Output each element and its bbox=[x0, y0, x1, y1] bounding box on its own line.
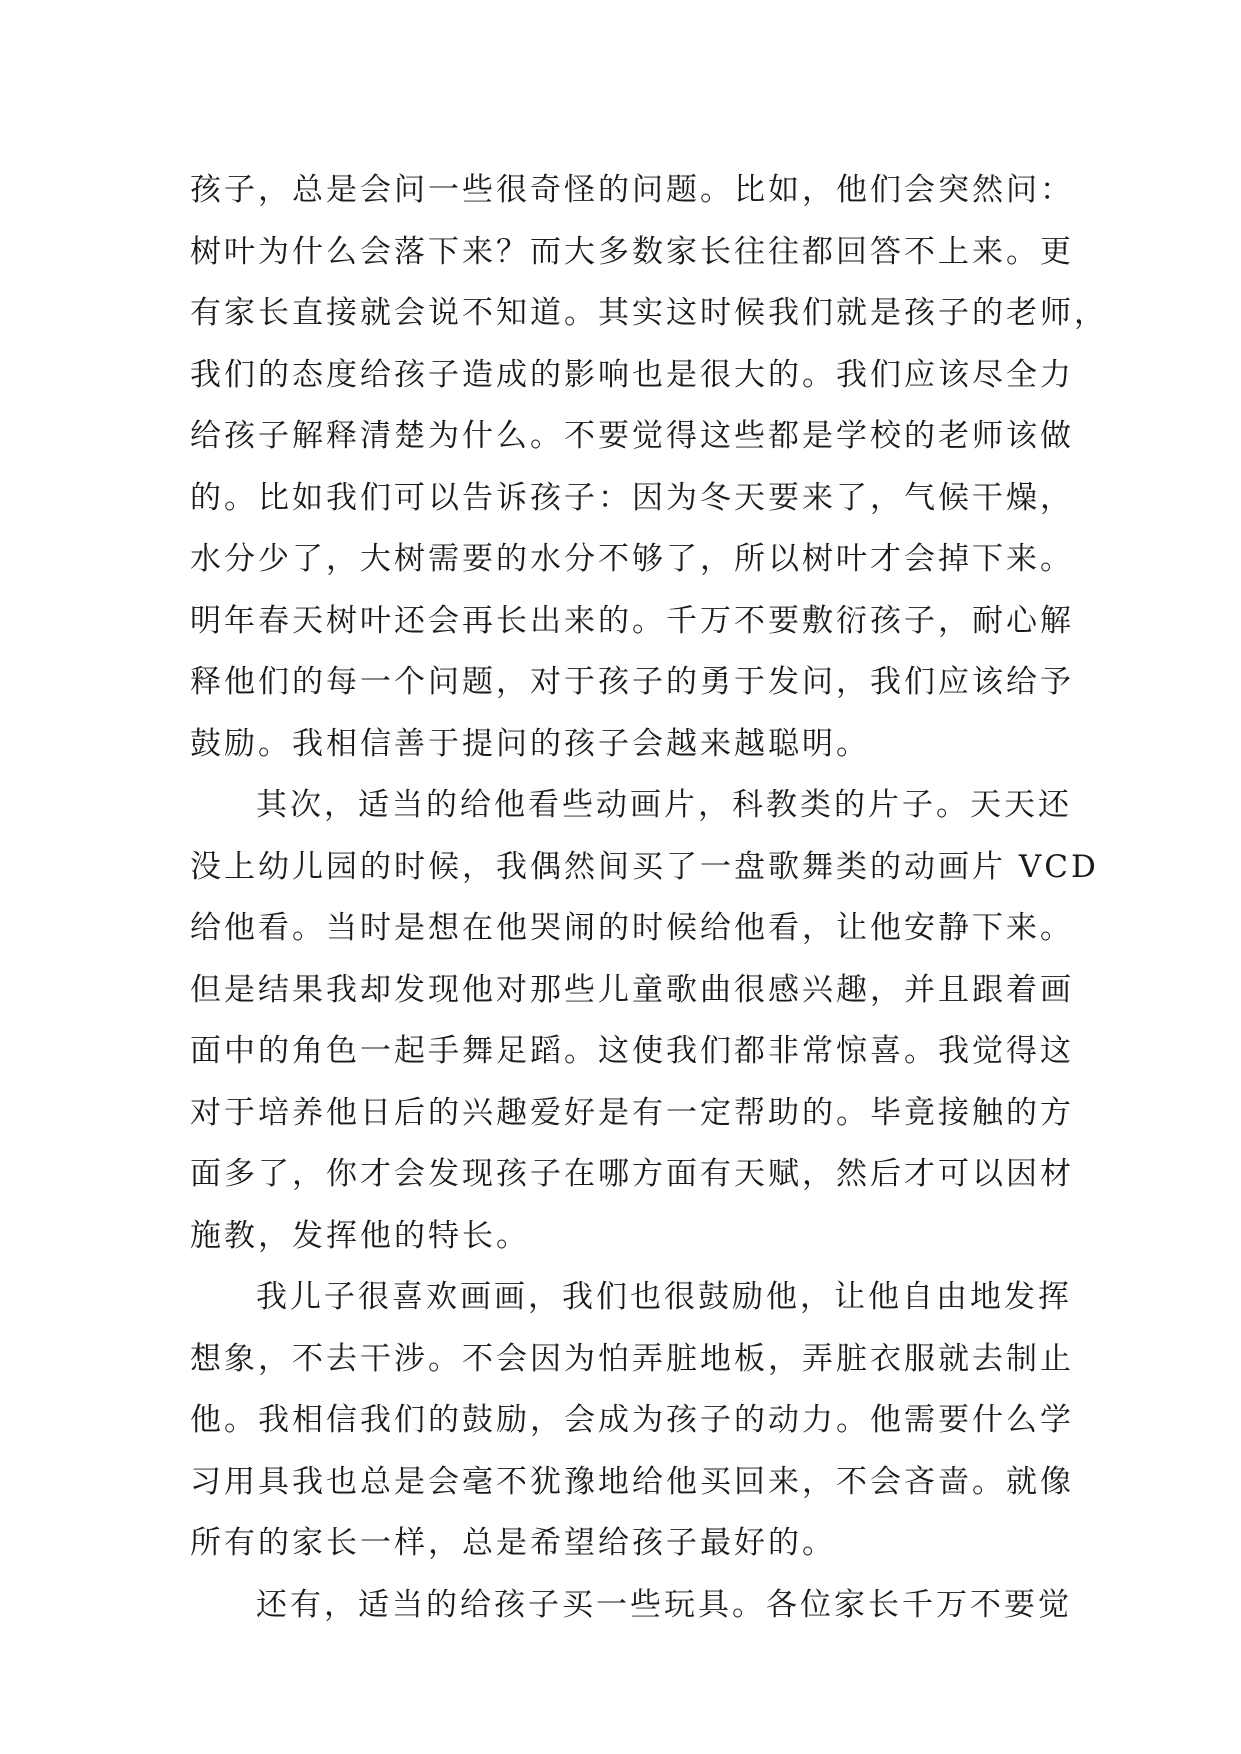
paragraph-first-line: 其次，适当的给他看些动画片，科教类的片子。天天还 bbox=[256, 787, 1072, 823]
text-line: 的。比如我们可以告诉孩子：因为冬天要来了，气候干燥， bbox=[190, 479, 1074, 516]
text-line: 释他们的每一个问题，对于孩子的勇于发问，我们应该给予 bbox=[190, 664, 1074, 700]
text-line: 我们的态度给孩子造成的影响也是很大的。我们应该尽全力 bbox=[190, 356, 1074, 393]
text-line: 水分少了，大树需要的水分不够了，所以树叶才会掉下来。 bbox=[190, 541, 1074, 577]
text-line: 面多了，你才会发现孩子在哪方面有天赋，然后才可以因材 bbox=[190, 1156, 1074, 1192]
text-line: 鼓励。我相信善于提问的孩子会越来越聪明。 bbox=[190, 725, 870, 762]
text-line: 想象，不去干涉。不会因为怕弄脏地板，弄脏衣服就去制止 bbox=[190, 1340, 1074, 1377]
text-line: 明年春天树叶还会再长出来的。千万不要敷衍孩子，耐心解 bbox=[190, 602, 1074, 639]
text-line: 习用具我也总是会毫不犹豫地给他买回来，不会吝啬。就像 bbox=[190, 1463, 1074, 1500]
text-line: 所有的家长一样，总是希望给孩子最好的。 bbox=[190, 1525, 836, 1561]
text-line: 树叶为什么会落下来？而大多数家长往往都回答不上来。更 bbox=[190, 233, 1074, 270]
paragraph-first-line: 还有，适当的给孩子买一些玩具。各位家长千万不要觉 bbox=[256, 1586, 1072, 1623]
text-line: 给他看。当时是想在他哭闹的时候给他看，让他安静下来。 bbox=[190, 910, 1074, 946]
text-line: 面中的角色一起手舞足蹈。这使我们都非常惊喜。我觉得这 bbox=[190, 1033, 1074, 1069]
text-line: 给孩子解释清楚为什么。不要觉得这些都是学校的老师该做 bbox=[190, 418, 1074, 454]
text-line: 但是结果我却发现他对那些儿童歌曲很感兴趣，并且跟着画 bbox=[190, 971, 1074, 1008]
text-line: 施教，发挥他的特长。 bbox=[190, 1217, 530, 1254]
text-line: 有家长直接就会说不知道。其实这时候我们就是孩子的老师， bbox=[190, 295, 1108, 331]
text-line: 对于培养他日后的兴趣爱好是有一定帮助的。毕竟接触的方 bbox=[190, 1094, 1074, 1131]
paragraph-first-line: 我儿子很喜欢画画，我们也很鼓励他，让他自由地发挥 bbox=[256, 1279, 1072, 1315]
text-line: 没上幼儿园的时候，我偶然间买了一盘歌舞类的动画片 VCD bbox=[190, 848, 1099, 885]
text-line: 孩子，总是会问一些很奇怪的问题。比如，他们会突然问： bbox=[190, 172, 1074, 208]
document-body bbox=[190, 160, 1108, 1636]
text-line: 他。我相信我们的鼓励，会成为孩子的动力。他需要什么学 bbox=[190, 1402, 1074, 1438]
